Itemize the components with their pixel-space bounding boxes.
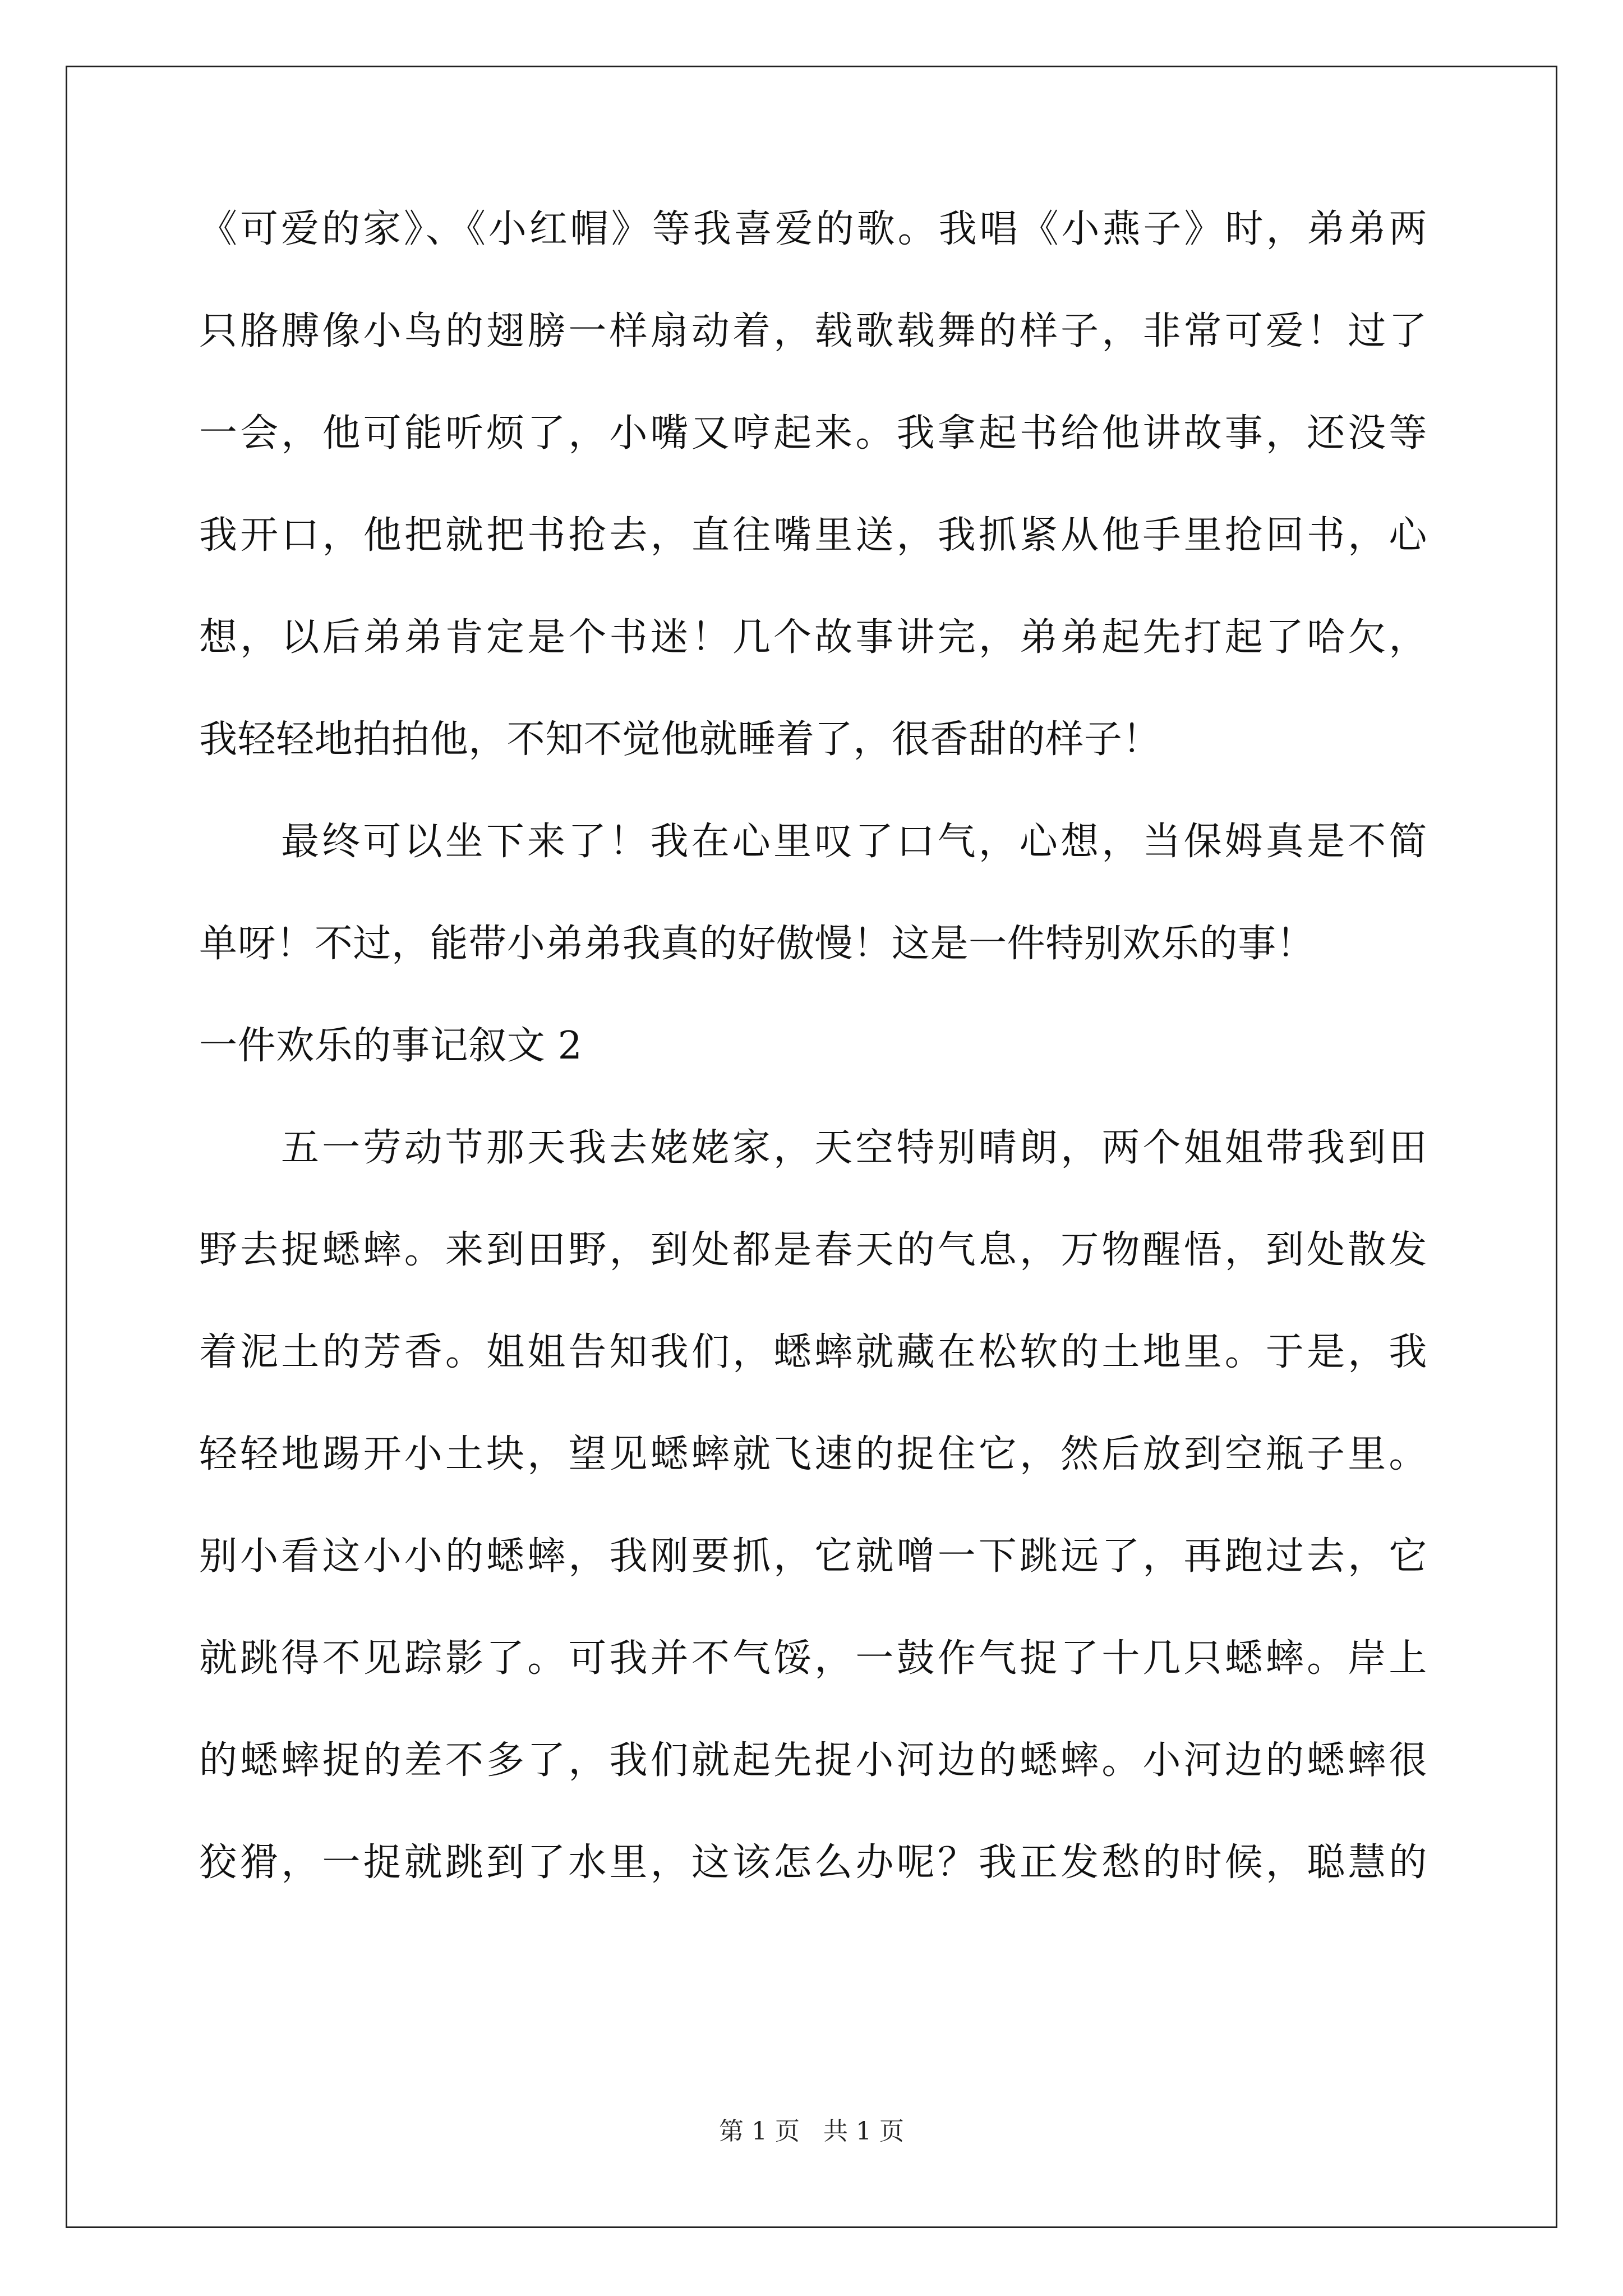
text-line-15: 就跳得不见踪影了。可我并不气馁，一鼓作气捉了十几只蟋蟀。岸上	[199, 1636, 1427, 1681]
text-line-11: 野去捉蟋蟀。来到田野，到处都是春天的气息，万物醒悟，到处散发	[199, 1228, 1427, 1272]
text-line-5: 想，以后弟弟肯定是个书迷！几个故事讲完，弟弟起先打起了哈欠，	[199, 615, 1427, 660]
text-line-16: 的蟋蟀捉的差不多了，我们就起先捉小河边的蟋蟀。小河边的蟋蟀很	[199, 1738, 1427, 1783]
text-line-10: 五一劳动节那天我去姥姥家，天空特别晴朗，两个姐姐带我到田	[281, 1126, 1427, 1170]
text-line-4: 我开口，他把就把书抢去，直往嘴里送，我抓紧从他手里抢回书，心	[199, 513, 1427, 558]
text-line-3: 一会，他可能听烦了，小嘴又哼起来。我拿起书给他讲故事，还没等	[199, 411, 1427, 455]
text-line-2: 只胳膊像小鸟的翅膀一样扇动着，载歌载舞的样子，非常可爱！过了	[199, 309, 1427, 353]
section-heading: 一件欢乐的事记叙文 2	[199, 1024, 583, 1068]
text-line-14: 别小看这小小的蟋蟀，我刚要抓，它就噌一下跳远了，再跑过去，它	[199, 1534, 1427, 1579]
text-line-12: 着泥土的芳香。姐姐告知我们，蟋蟀就藏在松软的土地里。于是，我	[199, 1330, 1427, 1374]
text-line-7: 最终可以坐下来了！我在心里叹了口气，心想，当保姆真是不简	[281, 820, 1427, 864]
text-line-6: 我轻轻地拍拍他，不知不觉他就睡着了，很香甜的样子！	[199, 717, 1161, 762]
page-footer: 第 1 页 共 1 页	[719, 2117, 904, 2146]
text-line-8: 单呀！不过，能带小弟弟我真的好傲慢！这是一件特别欢乐的事！	[199, 922, 1315, 966]
text-line-1: 《可爱的家》、《小红帽》等我喜爱的歌。我唱《小燕子》时，弟弟两	[199, 207, 1427, 251]
text-line-13: 轻轻地踢开小土块，望见蟋蟀就飞速的捉住它，然后放到空瓶子里。	[199, 1432, 1427, 1476]
text-line-17: 狡猾，一捉就跳到了水里，这该怎么办呢？我正发愁的时候，聪慧的	[199, 1841, 1427, 1885]
